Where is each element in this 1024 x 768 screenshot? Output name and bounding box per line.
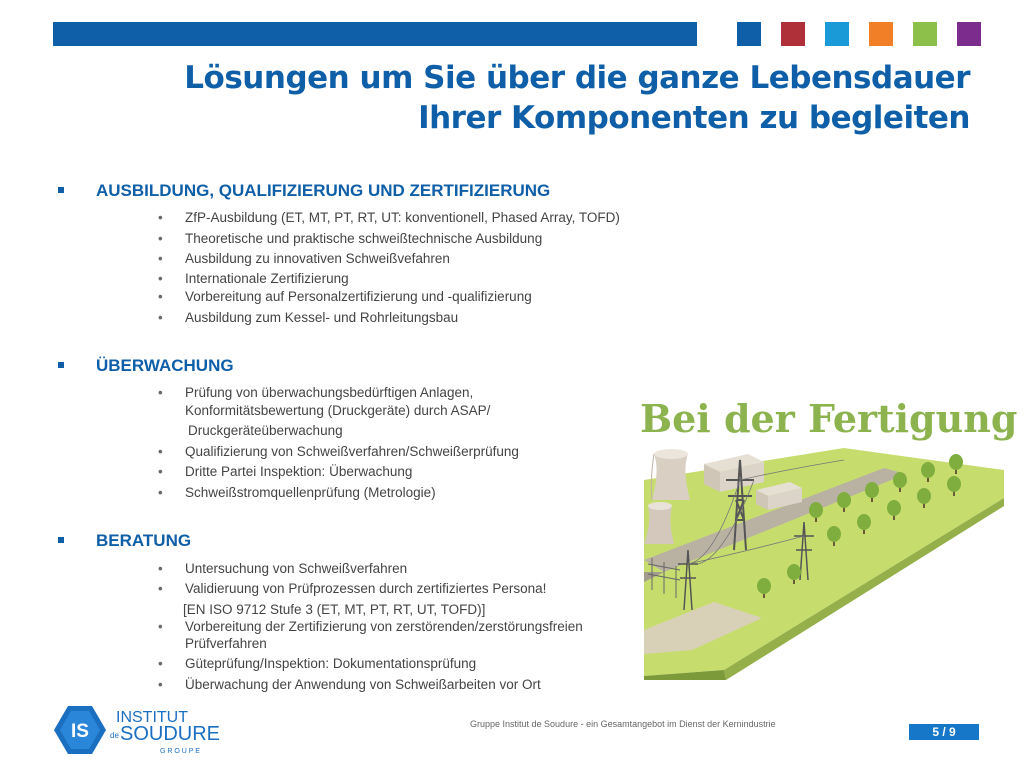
page-title-line2: Ihrer Komponenten zu begleiten	[418, 100, 970, 136]
page-number-badge: 5 / 9	[909, 724, 979, 740]
illustration-title: Bei der Fertigung	[640, 396, 1018, 441]
list-item-continuation: Druckgeräteüberwachung	[188, 423, 343, 438]
header-bar	[53, 22, 697, 46]
swatch-red	[781, 22, 805, 46]
swatch-green	[913, 22, 937, 46]
section-bullet	[58, 537, 64, 543]
swatch-purple	[957, 22, 981, 46]
cooling-tower-icon	[651, 449, 690, 500]
section-heading: BERATUNG	[96, 531, 192, 550]
swatch-navy	[737, 22, 761, 46]
power-grid-illustration	[644, 440, 1004, 680]
page-title-line1: Lösungen um Sie über die ganze Lebensdauer	[184, 60, 970, 96]
swatch-cyan	[825, 22, 849, 46]
list-item-continuation: [EN ISO 9712 Stufe 3 (ET, MT, PT, RT, UT, TOFD)]	[183, 602, 486, 617]
logo-line2: SOUDURE	[120, 723, 221, 745]
section-bullet	[58, 362, 64, 368]
footer-text: Gruppe Institut de Soudure - ein Gesamtangebot im Dienst der Kernindustrie	[470, 719, 776, 729]
logo-mark: IS	[71, 721, 89, 742]
list-item-continuation: Konformitätsbewertung (Druckgeräte) durch ASAP/	[185, 403, 491, 418]
section-heading: ÜBERWACHUNG	[96, 356, 234, 375]
swatch-orange	[869, 22, 893, 46]
logo-line1: INSTITUT	[116, 709, 188, 726]
page-title	[184, 58, 970, 138]
list-item-continuation: Prüfverfahren	[185, 636, 267, 651]
section-heading: AUSBILDUNG, QUALIFIZIERUNG UND ZERTIFIZIERUNG	[96, 181, 551, 200]
section-bullet	[58, 187, 64, 193]
logo-de: de	[110, 731, 119, 740]
logo-line3: G R O U P E	[160, 748, 200, 755]
institut-de-soudure-logo	[52, 702, 242, 758]
